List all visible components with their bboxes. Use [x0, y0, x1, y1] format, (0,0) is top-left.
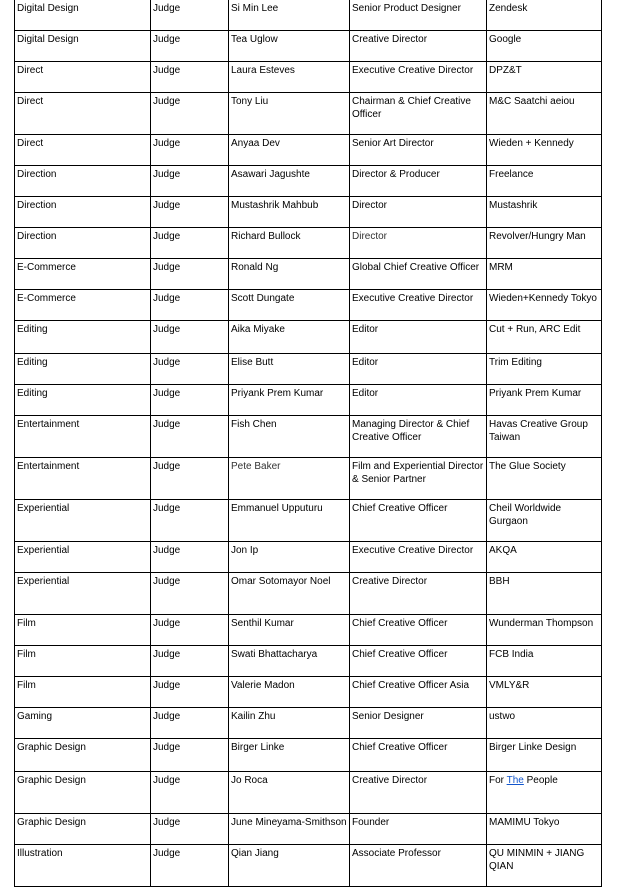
company-cell: Zendesk: [487, 0, 602, 31]
table-row: [15, 62, 602, 93]
category-cell: E-Commerce: [15, 290, 151, 321]
role-cell: Judge: [151, 739, 229, 772]
company-cell: Trim Editing: [487, 354, 602, 385]
category-cell: Experiential: [15, 500, 151, 542]
name-cell: Priyank Prem Kumar: [229, 385, 350, 416]
category-cell: Editing: [15, 321, 151, 354]
table-row: [15, 93, 602, 135]
role-cell: Judge: [151, 385, 229, 416]
role-cell: Judge: [151, 259, 229, 290]
name-cell: Jo Roca: [229, 772, 350, 814]
table-row: [15, 500, 602, 542]
title-cell: Executive Creative Director: [350, 542, 487, 573]
company-cell: Google: [487, 31, 602, 62]
role-cell: Judge: [151, 416, 229, 458]
table-row: [15, 416, 602, 458]
name-cell: Richard Bullock: [229, 228, 350, 259]
role-cell: Judge: [151, 615, 229, 646]
role-cell: Judge: [151, 166, 229, 197]
role-cell: Judge: [151, 62, 229, 93]
name-cell: Tea Uglow: [229, 31, 350, 62]
title-cell: Associate Professor: [350, 845, 487, 887]
table-row: [15, 845, 602, 887]
role-cell: Judge: [151, 31, 229, 62]
table-row: [15, 739, 602, 772]
table-row: [15, 228, 602, 259]
company-cell: Havas Creative Group Taiwan: [487, 416, 602, 458]
category-cell: Graphic Design: [15, 739, 151, 772]
company-cell: MRM: [487, 259, 602, 290]
title-cell: Global Chief Creative Officer: [350, 259, 487, 290]
category-cell: Film: [15, 646, 151, 677]
table-row: [15, 290, 602, 321]
role-cell: Judge: [151, 458, 229, 500]
company-cell: AKQA: [487, 542, 602, 573]
table-row: [15, 354, 602, 385]
company-cell: Freelance: [487, 166, 602, 197]
table-row: [15, 708, 602, 739]
title-cell: Chief Creative Officer: [350, 739, 487, 772]
company-cell: FCB India: [487, 646, 602, 677]
name-cell: Kailin Zhu: [229, 708, 350, 739]
name-cell: Qian Jiang: [229, 845, 350, 887]
title-cell: Senior Product Designer: [350, 0, 487, 31]
role-cell: Judge: [151, 677, 229, 708]
company-cell: Wieden+Kennedy Tokyo: [487, 290, 602, 321]
role-cell: Judge: [151, 290, 229, 321]
title-cell: Executive Creative Director: [350, 62, 487, 93]
name-cell: Elise Butt: [229, 354, 350, 385]
title-cell: Chief Creative Officer: [350, 500, 487, 542]
company-prefix: For: [489, 775, 507, 786]
title-cell: Founder: [350, 814, 487, 845]
category-cell: Direct: [15, 62, 151, 93]
role-cell: Judge: [151, 135, 229, 166]
category-cell: Digital Design: [15, 0, 151, 31]
table-row: [15, 615, 602, 646]
category-cell: Graphic Design: [15, 772, 151, 814]
category-cell: Entertainment: [15, 416, 151, 458]
title-cell: Creative Director: [350, 31, 487, 62]
category-cell: Digital Design: [15, 31, 151, 62]
title-cell: Creative Director: [350, 772, 487, 814]
role-cell: Judge: [151, 772, 229, 814]
name-cell: Jon Ip: [229, 542, 350, 573]
category-cell: Direction: [15, 197, 151, 228]
role-cell: Judge: [151, 845, 229, 887]
role-cell: Judge: [151, 93, 229, 135]
table-row: [15, 646, 602, 677]
company-cell: Wunderman Thompson: [487, 615, 602, 646]
company-suffix: People: [523, 775, 558, 786]
category-cell: Illustration: [15, 845, 151, 887]
category-cell: Entertainment: [15, 458, 151, 500]
category-cell: Direction: [15, 166, 151, 197]
name-cell: Aika Miyake: [229, 321, 350, 354]
judges-table: [14, 0, 602, 887]
name-cell: Mustashrik Mahbub: [229, 197, 350, 228]
title-cell: Senior Art Director: [350, 135, 487, 166]
company-cell: Cut + Run, ARC Edit: [487, 321, 602, 354]
title-cell: Chairman & Chief Creative Officer: [350, 93, 487, 135]
table-row: [15, 385, 602, 416]
company-cell: Revolver/Hungry Man: [487, 228, 602, 259]
company-cell: MAMIMU Tokyo: [487, 814, 602, 845]
table-row: [15, 166, 602, 197]
company-cell: Birger Linke Design: [487, 739, 602, 772]
name-cell: Tony Liu: [229, 93, 350, 135]
name-cell: Si Min Lee: [229, 0, 350, 31]
name-cell: Asawari Jagushte: [229, 166, 350, 197]
name-cell: Laura Esteves: [229, 62, 350, 93]
company-cell: ustwo: [487, 708, 602, 739]
name-cell: June Mineyama-Smithson: [229, 814, 350, 845]
title-cell: Managing Director & Chief Creative Officer: [350, 416, 487, 458]
name-cell: Emmanuel Upputuru: [229, 500, 350, 542]
title-cell: Director & Producer: [350, 166, 487, 197]
name-cell: Swati Bhattacharya: [229, 646, 350, 677]
company-cell: Mustashrik: [487, 197, 602, 228]
name-cell: Birger Linke: [229, 739, 350, 772]
name-cell: Pete Baker: [229, 458, 350, 500]
category-cell: Editing: [15, 354, 151, 385]
table-row: [15, 458, 602, 500]
table-row: [15, 31, 602, 62]
category-cell: Direction: [15, 228, 151, 259]
category-cell: Graphic Design: [15, 814, 151, 845]
company-cell: M&C Saatchi aeiou: [487, 93, 602, 135]
table-row: [15, 573, 602, 615]
role-cell: Judge: [151, 321, 229, 354]
category-cell: Editing: [15, 385, 151, 416]
judges-table-page: [14, 0, 601, 887]
name-cell: Senthil Kumar: [229, 615, 350, 646]
company-link[interactable]: The: [506, 775, 524, 786]
table-row: [15, 135, 602, 166]
table-row: [15, 0, 602, 31]
table-row: [15, 321, 602, 354]
company-cell: [487, 772, 602, 814]
name-cell: Scott Dungate: [229, 290, 350, 321]
category-cell: E-Commerce: [15, 259, 151, 290]
role-cell: Judge: [151, 708, 229, 739]
title-cell: Creative Director: [350, 573, 487, 615]
category-cell: Film: [15, 677, 151, 708]
name-cell: Fish Chen: [229, 416, 350, 458]
title-cell: Film and Experiential Director & Senior Partner: [350, 458, 487, 500]
title-cell: Senior Designer: [350, 708, 487, 739]
table-row: [15, 542, 602, 573]
role-cell: Judge: [151, 573, 229, 615]
table-row: [15, 772, 602, 814]
category-cell: Experiential: [15, 542, 151, 573]
company-cell: Cheil Worldwide Gurgaon: [487, 500, 602, 542]
category-cell: Direct: [15, 93, 151, 135]
role-cell: Judge: [151, 814, 229, 845]
title-cell: Director: [350, 228, 487, 259]
role-cell: Judge: [151, 646, 229, 677]
title-cell: Chief Creative Officer: [350, 615, 487, 646]
title-cell: Chief Creative Officer Asia: [350, 677, 487, 708]
company-cell: Wieden + Kennedy: [487, 135, 602, 166]
company-cell: BBH: [487, 573, 602, 615]
name-cell: Omar Sotomayor Noel: [229, 573, 350, 615]
title-cell: Executive Creative Director: [350, 290, 487, 321]
title-cell: Director: [350, 197, 487, 228]
company-cell: DPZ&T: [487, 62, 602, 93]
table-row: [15, 814, 602, 845]
role-cell: Judge: [151, 228, 229, 259]
role-cell: Judge: [151, 500, 229, 542]
role-cell: Judge: [151, 354, 229, 385]
company-cell: The Glue Society: [487, 458, 602, 500]
name-cell: Anyaa Dev: [229, 135, 350, 166]
name-cell: Valerie Madon: [229, 677, 350, 708]
title-cell: Chief Creative Officer: [350, 646, 487, 677]
company-cell: Priyank Prem Kumar: [487, 385, 602, 416]
table-row: [15, 259, 602, 290]
role-cell: Judge: [151, 542, 229, 573]
category-cell: Direct: [15, 135, 151, 166]
table-row: [15, 197, 602, 228]
title-cell: Editor: [350, 354, 487, 385]
role-cell: Judge: [151, 0, 229, 31]
title-cell: Editor: [350, 321, 487, 354]
table-row: [15, 677, 602, 708]
category-cell: Experiential: [15, 573, 151, 615]
company-cell: QU MINMIN + JIANG QIAN: [487, 845, 602, 887]
company-cell: VMLY&R: [487, 677, 602, 708]
role-cell: Judge: [151, 197, 229, 228]
title-cell: Editor: [350, 385, 487, 416]
name-cell: Ronald Ng: [229, 259, 350, 290]
category-cell: Gaming: [15, 708, 151, 739]
category-cell: Film: [15, 615, 151, 646]
